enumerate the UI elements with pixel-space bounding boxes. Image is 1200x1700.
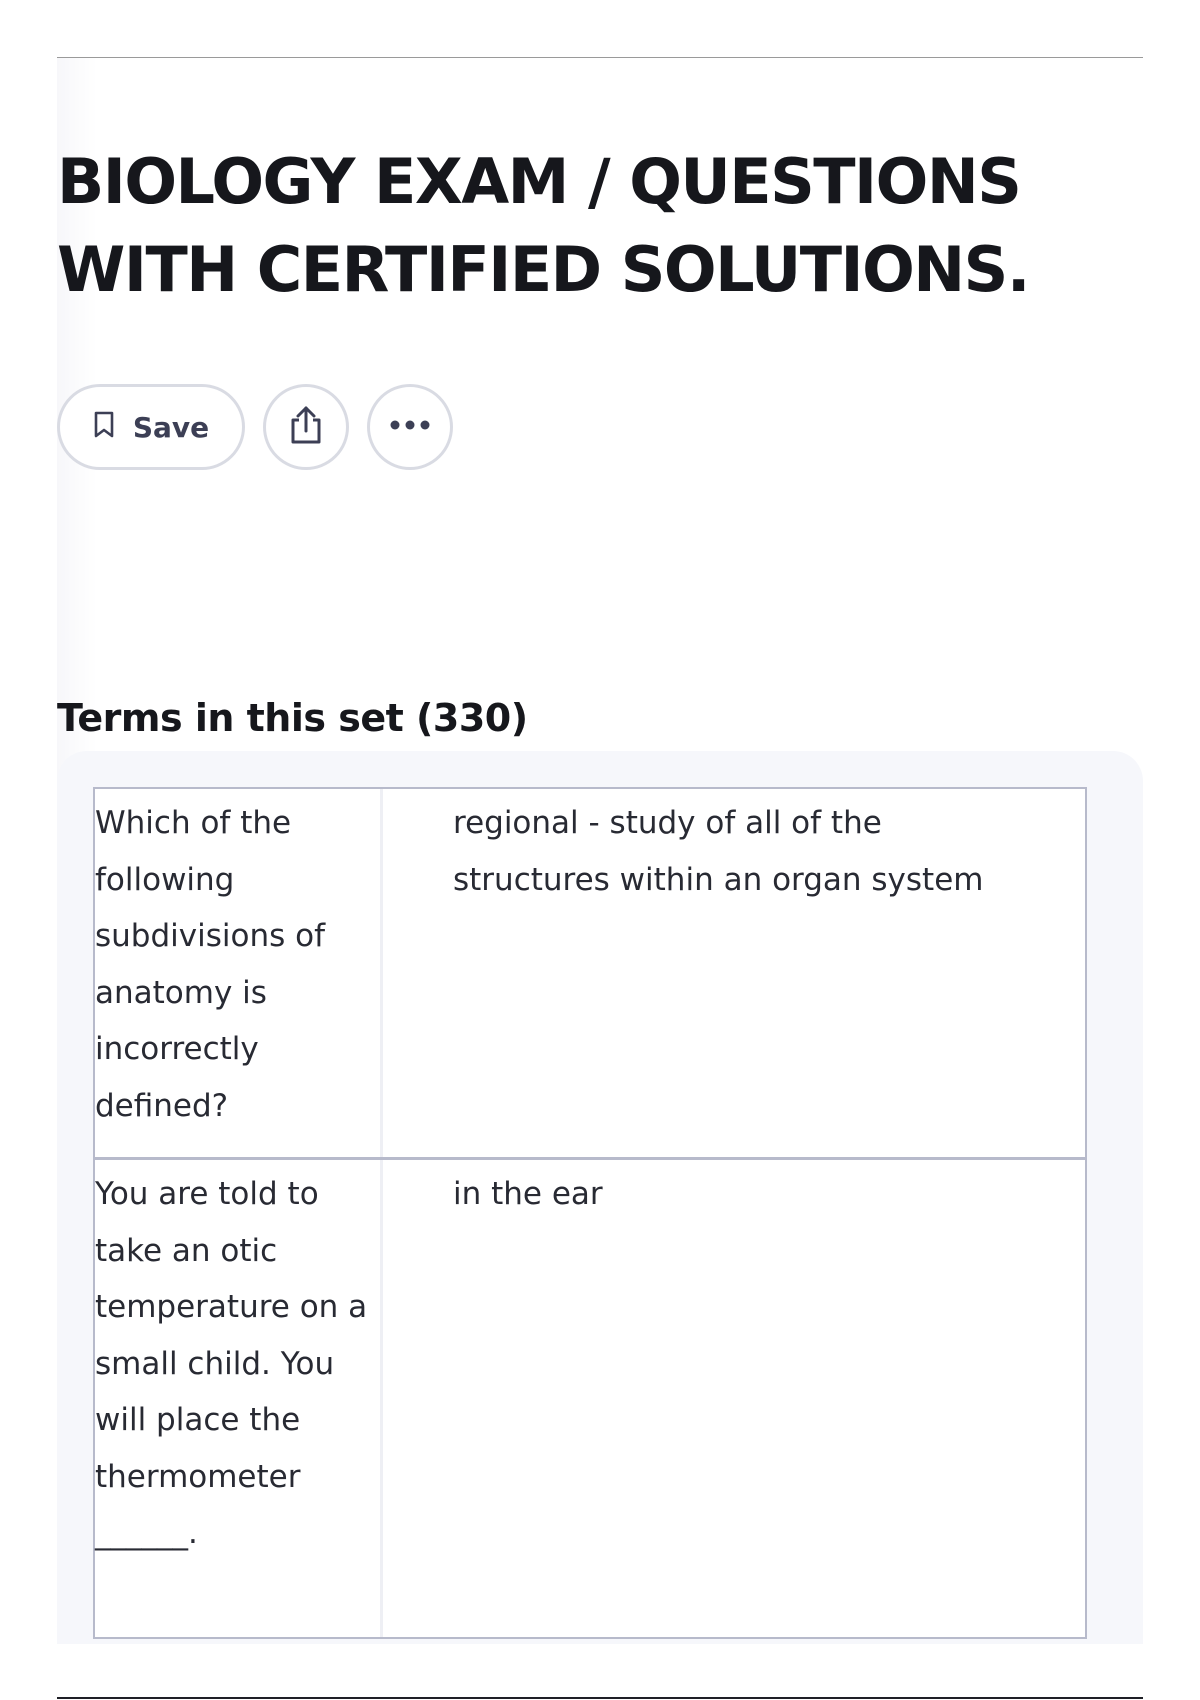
term-text: You are told to take an otic temperature on a small child. You will place the thermometer ______. [95,1160,383,1637]
term-card[interactable] [95,789,1085,1157]
bottom-divider [57,1697,1143,1699]
terms-table [93,787,1087,1639]
share-icon [289,405,323,450]
save-label: Save [132,410,210,444]
save-button[interactable] [57,384,245,470]
action-bar [57,383,453,471]
definition-text: regional - study of all of the structures within an organ system [453,805,984,898]
page-content [57,58,1143,1644]
term-card[interactable] [95,1157,1085,1637]
share-button[interactable] [263,384,349,470]
page-title: BIOLOGY EXAM / QUESTIONS WITH CERTIFIED SOLUTIONS. [57,145,1029,306]
more-button[interactable] [367,384,453,470]
terms-panel [57,751,1143,1644]
bookmark-icon [93,411,115,444]
more-horizontal-icon [389,418,431,436]
term-text: Which of the following subdivisions of anatomy is incorrectly defined? [95,789,383,1157]
terms-heading: Terms in this set (330) [57,696,528,740]
definition-text: in the ear [453,1176,603,1212]
